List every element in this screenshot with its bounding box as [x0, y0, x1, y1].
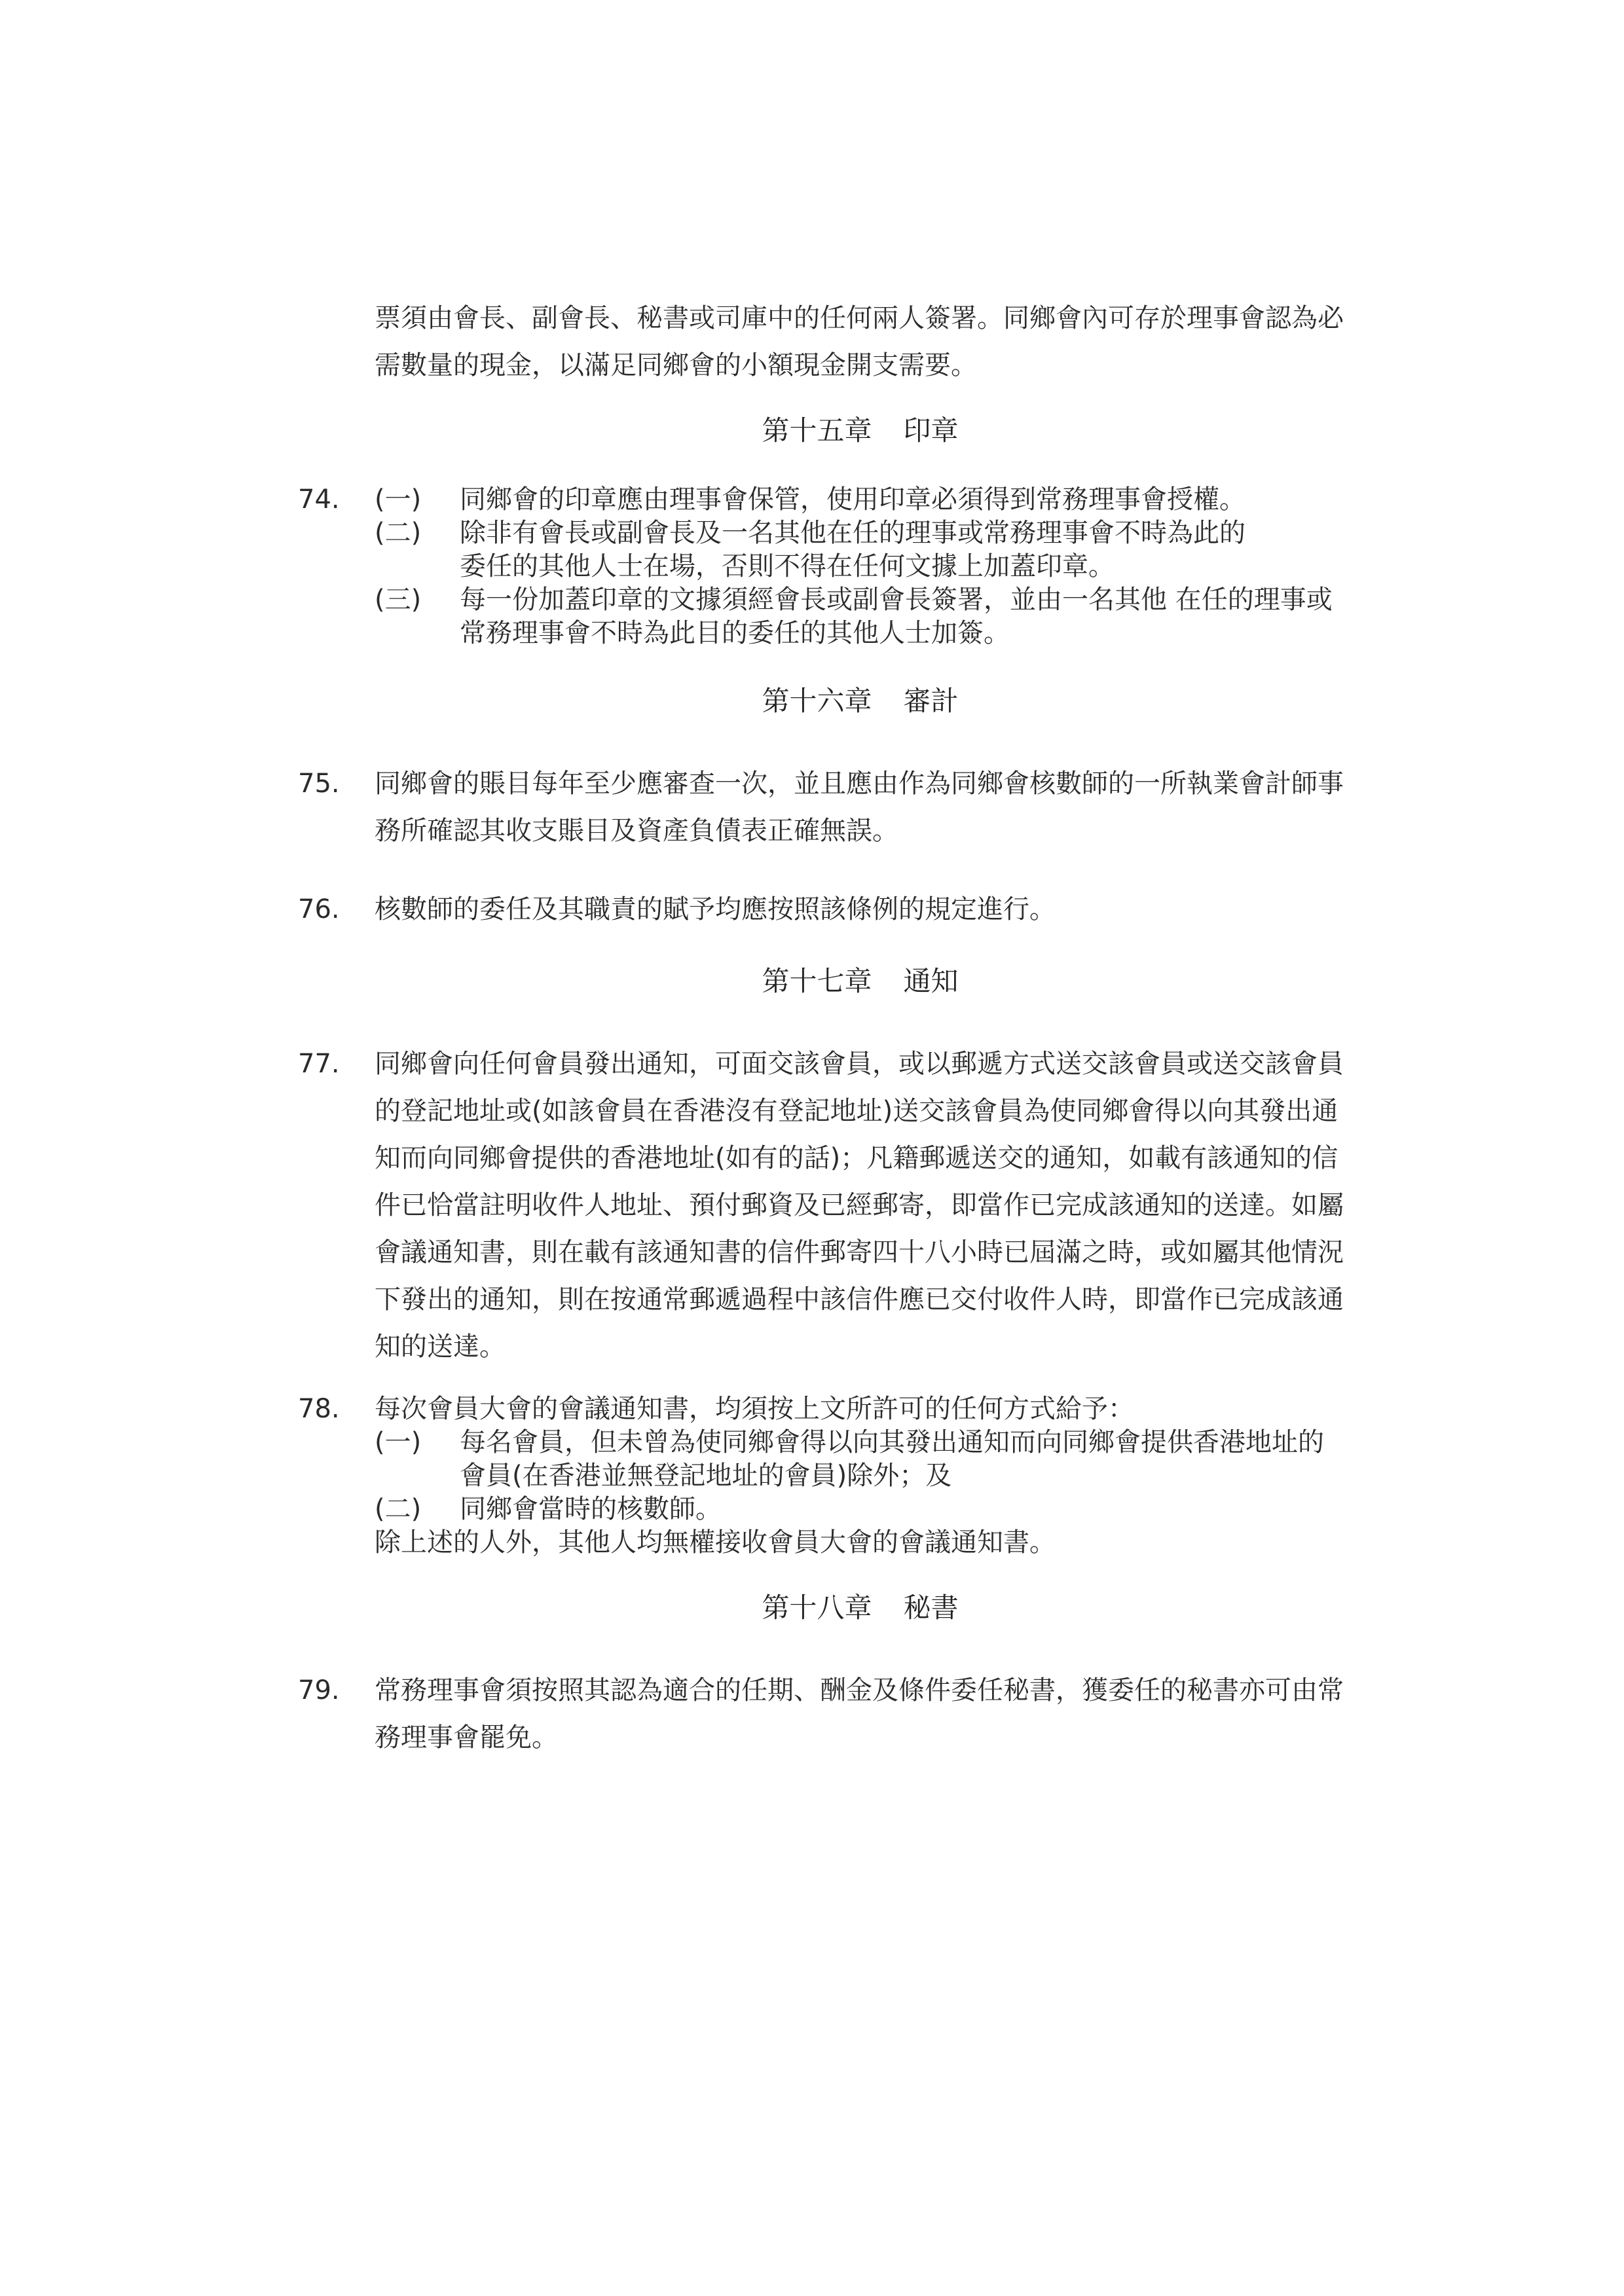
clause-number: 74.: [298, 484, 340, 515]
clause-number: 78.: [298, 1394, 340, 1424]
chapter-18-heading: [375, 1588, 1346, 1628]
chapter-title: 秘書: [903, 1592, 959, 1624]
clause-78: [298, 1393, 1346, 1559]
chapter-number: 第十七章: [762, 965, 872, 997]
sub-item-mark: (二): [375, 518, 422, 548]
document-body: [298, 295, 1346, 1761]
sub-item: [375, 1493, 1346, 1526]
sub-item-mark: (二): [375, 1494, 422, 1524]
chapter-title: 印章: [903, 414, 959, 446]
chapter-16-heading: [375, 682, 1346, 721]
clause-number: 79.: [298, 1675, 340, 1705]
sub-item: [375, 483, 1346, 517]
sub-item-text: 同鄉會當時的核數師。: [460, 1494, 722, 1524]
sub-item-text: 每一份加蓋印章的文據須經會長或副會長簽署，並由一名其他 在任的理事或常務理事會不時為此目的委任的其他人士加簽。: [460, 585, 1333, 648]
chapter-number: 第十六章: [762, 685, 872, 717]
clause-75: [298, 760, 1346, 854]
clause-74: [298, 483, 1346, 650]
chapter-15-heading: [375, 411, 1346, 450]
sub-item: [375, 517, 1265, 583]
sub-item: [375, 583, 1346, 650]
sub-item-mark: (三): [375, 585, 422, 615]
chapter-number: 第十五章: [762, 414, 872, 446]
clause-text: 同鄉會的賬目每年至少應審查一次，並且應由作為同鄉會核數師的一所執業會計師事務所確認其收支賬目及資產負債表正確無誤。: [375, 769, 1344, 846]
clause-lead: 每次會員大會的會議通知書，均須按上文所許可的任何方式給予：: [375, 1394, 1134, 1424]
clause-number: 77.: [298, 1049, 340, 1079]
chapter-number: 第十八章: [762, 1592, 872, 1624]
sub-item-mark: (一): [375, 1427, 422, 1457]
sub-item-text: 每名會員，但未曾為使同鄉會得以向其發出通知而向同鄉會提供香港地址的會員(在香港並無登記地址的會員)除外；及: [460, 1427, 1324, 1491]
clause-text: 核數師的委任及其職責的賦予均應按照該條例的規定進行。: [375, 894, 1056, 924]
chapter-title: 通知: [903, 965, 959, 997]
sub-item-mark: (一): [375, 484, 422, 515]
sub-item: [375, 1426, 1346, 1493]
sub-item-text: 同鄉會的印章應由理事會保管，使用印章必須得到常務理事會授權。: [460, 484, 1246, 515]
clause-text: 同鄉會向任何會員發出通知，可面交該會員，或以郵遞方式送交該會員或送交該會員的登記地址或(如該會員在香港沒有登記地址)送交該會員為使同鄉會得以向其發出通知而向同鄉會提供的香港地址(如有的話)；凡籍郵遞送交的通知，如載有該通知的信件已恰當註明收件人地址、預付郵資及已經郵寄，即當作已完成該通知的送達。如屬會議通知書，則在載有該通知書的信件郵寄四十八小時已屆滿之時，或如屬其他情況下發出的通知，則在按通常郵遞過程中該信件應已交付收件人時，即當作已完成該通知的送達。: [375, 1049, 1344, 1362]
clause-tail: 除上述的人外，其他人均無權接收會員大會的會議通知書。: [375, 1527, 1056, 1558]
sub-item-text: 除非有會長或副會長及一名其他在任的理事或常務理事會不時為此的委任的其他人士在場，否則不得在任何文據上加蓋印章。: [460, 518, 1246, 581]
clause-number: 76.: [298, 894, 340, 924]
clause-79: [298, 1667, 1346, 1761]
clause-text: 常務理事會須按照其認為適合的任期、酬金及條件委任秘書，獲委任的秘書亦可由常務理事會罷免。: [375, 1675, 1344, 1753]
clause-number: 75.: [298, 769, 340, 799]
intro-paragraph: 票須由會長、副會長、秘書或司庫中的任何兩人簽署。同鄉會內可存於理事會認為必需數量的現金，以滿足同鄉會的小額現金開支需要。: [375, 303, 1344, 380]
clause-76: [298, 886, 1346, 933]
chapter-title: 審計: [903, 685, 959, 717]
chapter-17-heading: [375, 962, 1346, 1001]
clause-77: [298, 1040, 1346, 1370]
